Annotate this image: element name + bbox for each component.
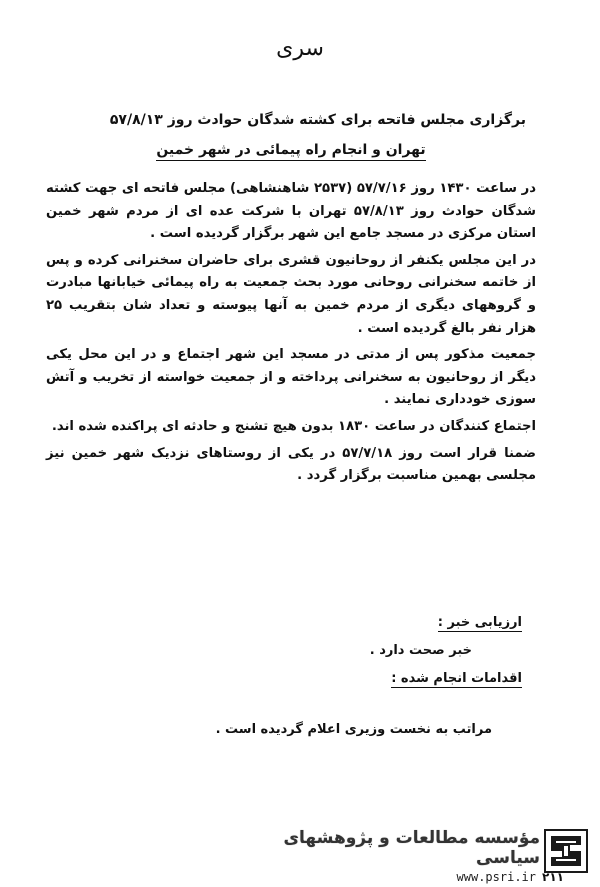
assessment-value: خبر صحت دارد . [369,643,472,658]
watermark [240,828,540,884]
classification-mark: سری [276,36,324,61]
logo-graphic [546,831,586,871]
paragraph-4: اجتماع کنندگان در ساعت ۱۸۳۰ بدون هیچ تشنج و حادثه ای پراکنده شده اند. [51,418,536,434]
header-title: برگزاری مجلس فاتحه برای کشته شدگان حوادث روز ۵۷/۸/۱۳ [109,112,526,128]
institute-url: www.psri.ir [456,870,536,884]
assessment-block [222,612,522,696]
document-body [46,178,536,492]
document-header [56,112,526,158]
paragraph-5: ضمنا قرار است روز ۵۷/۷/۱۸ در یکی از روستاهای نزدیک شهر خمین نیز مجلسی بهمین مناسبت برگزار گردد . [46,445,536,484]
paragraph-3: جمعیت مذکور پس از مدتی در مسجد این شهر اجتماع و در این محل یکی دیگر از روحانیون به سخنرانی پرداخته و از جمعیت خواسته از تخریب و آتش سوزی خودداری نمایند . [46,347,536,408]
institute-name: مؤسسه مطالعات و پژوهشهای سیاسی [283,828,540,868]
page-number: ۲۱۱ [542,870,564,884]
paragraph-2: در این مجلس یکنفر از روحانیون قشری برای حاضران سخنرانی کرده و پس از خاتمه سخنرانی روحانی مورد بحث جمعیت به راه پیمائی خیابانها مبادرت و گروههای دیگری از مردم خمین به آنها پیوسته و تعداد شان بتقریب ۲۵ هزار نفر بالغ گردیده است . [46,252,536,336]
closing-line: مراتب به نخست وزیری اعلام گردیده است . [215,722,492,737]
actions-label: اقدامات انجام شده : [391,671,522,686]
assessment-label: ارزیابی خبر : [437,615,522,630]
paragraph-1: در ساعت ۱۴۳۰ روز ۵۷/۷/۱۶ (۲۵۳۷ شاهنشاهی) مجلس فاتحه ای جهت کشته شدگان حوادث روز ۵۷/۸/۱۳ تهران با شرکت عده ای از مردم شهر خمین استان مرکزی در مسجد جامع این شهر برگزار گردیده است . [46,181,536,242]
header-subtitle: تهران و انجام راه پیمائی در شهر خمین [56,142,526,158]
psri-logo-icon [544,829,588,873]
